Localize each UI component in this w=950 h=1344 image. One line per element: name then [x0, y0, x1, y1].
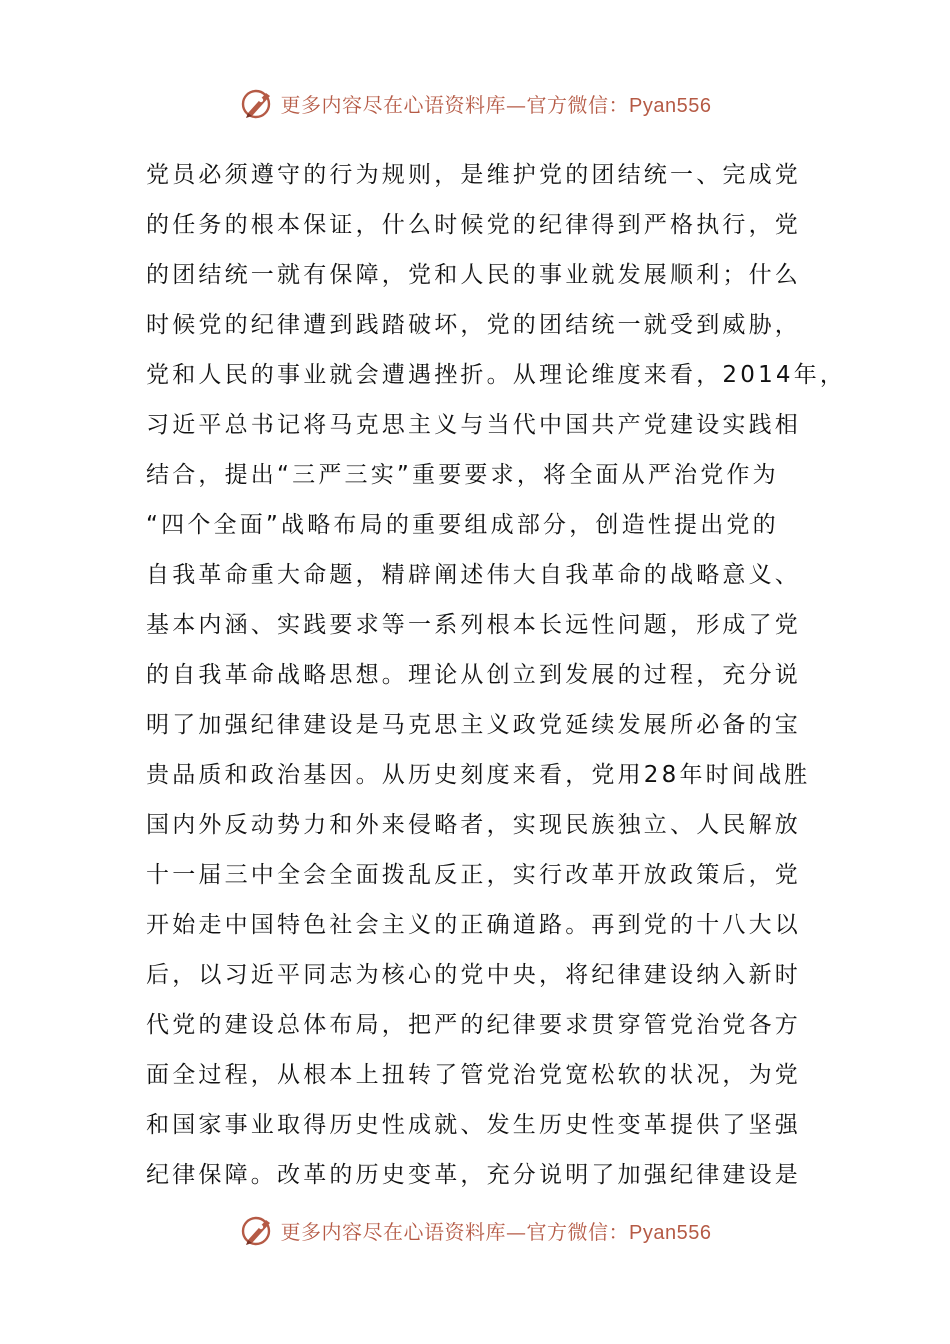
- body-line: 时候党的纪律遭到践踏破坏，党的团结统一就受到威胁，: [146, 312, 801, 338]
- footer-wechat-id: Pyan556: [629, 1221, 712, 1244]
- body-line: 党和人民的事业就会遭遇挫折。从理论维度来看，2014年，: [146, 362, 847, 388]
- header-banner-text: [281, 89, 712, 118]
- body-line: 明了加强纪律建设是马克思主义政党延续发展所必备的宝: [146, 712, 801, 738]
- body-line: “四个全面”战略布局的重要组成部分，创造性提出党的: [146, 512, 779, 538]
- body-line: 十一届三中全会全面拨乱反正，实行改革开放政策后，党: [146, 862, 801, 888]
- header-banner: [0, 81, 950, 125]
- pen-logo-icon: [239, 85, 275, 121]
- body-line: 党员必须遵守的行为规则，是维护党的团结统一、完成党: [146, 162, 801, 188]
- body-line: 贵品质和政治基因。从历史刻度来看，党用28年时间战胜: [146, 762, 811, 788]
- body-line: 的任务的根本保证，什么时候党的纪律得到严格执行，党: [146, 212, 801, 238]
- body-line: 的团结统一就有保障，党和人民的事业就发展顺利；什么: [146, 262, 801, 288]
- footer-separator: —: [506, 1219, 527, 1244]
- body-line: 的自我革命战略思想。理论从创立到发展的过程，充分说: [146, 662, 801, 688]
- pen-logo-icon: [239, 1212, 275, 1248]
- body-line: 和国家事业取得历史性成就、发生历史性变革提供了坚强: [146, 1112, 801, 1138]
- body-line: 后，以习近平同志为核心的党中央，将纪律建设纳入新时: [146, 962, 801, 988]
- body-line: 基本内涵、实践要求等一系列根本长远性问题，形成了党: [146, 612, 801, 638]
- header-separator: —: [506, 92, 527, 117]
- body-line: 代党的建设总体布局，把严的纪律要求贯穿管党治党各方: [146, 1012, 801, 1038]
- footer-wechat-label: 官方微信：: [526, 1219, 630, 1244]
- document-body: [146, 150, 847, 1200]
- footer-banner: [0, 1208, 950, 1252]
- body-line: 自我革命重大命题，精辟阐述伟大自我革命的战略意义、: [146, 562, 801, 588]
- footer-banner-text: [281, 1216, 712, 1245]
- body-line: 面全过程，从根本上扭转了管党治党宽松软的状况，为党: [146, 1062, 801, 1088]
- header-wechat-label: 官方微信：: [526, 92, 630, 117]
- body-line: 国内外反动势力和外来侵略者，实现民族独立、人民解放: [146, 812, 801, 838]
- body-line: 习近平总书记将马克思主义与当代中国共产党建设实践相: [146, 412, 801, 438]
- body-line: 纪律保障。改革的历史变革，充分说明了加强纪律建设是: [146, 1162, 801, 1188]
- body-line: 开始走中国特色社会主义的正确道路。再到党的十八大以: [146, 912, 801, 938]
- body-line: 结合，提出“三严三实”重要要求，将全面从严治党作为: [146, 462, 779, 488]
- footer-site-name: 更多内容尽在心语资料库: [280, 1219, 507, 1244]
- header-wechat-id: Pyan556: [629, 94, 712, 117]
- header-site-name: 更多内容尽在心语资料库: [280, 92, 507, 117]
